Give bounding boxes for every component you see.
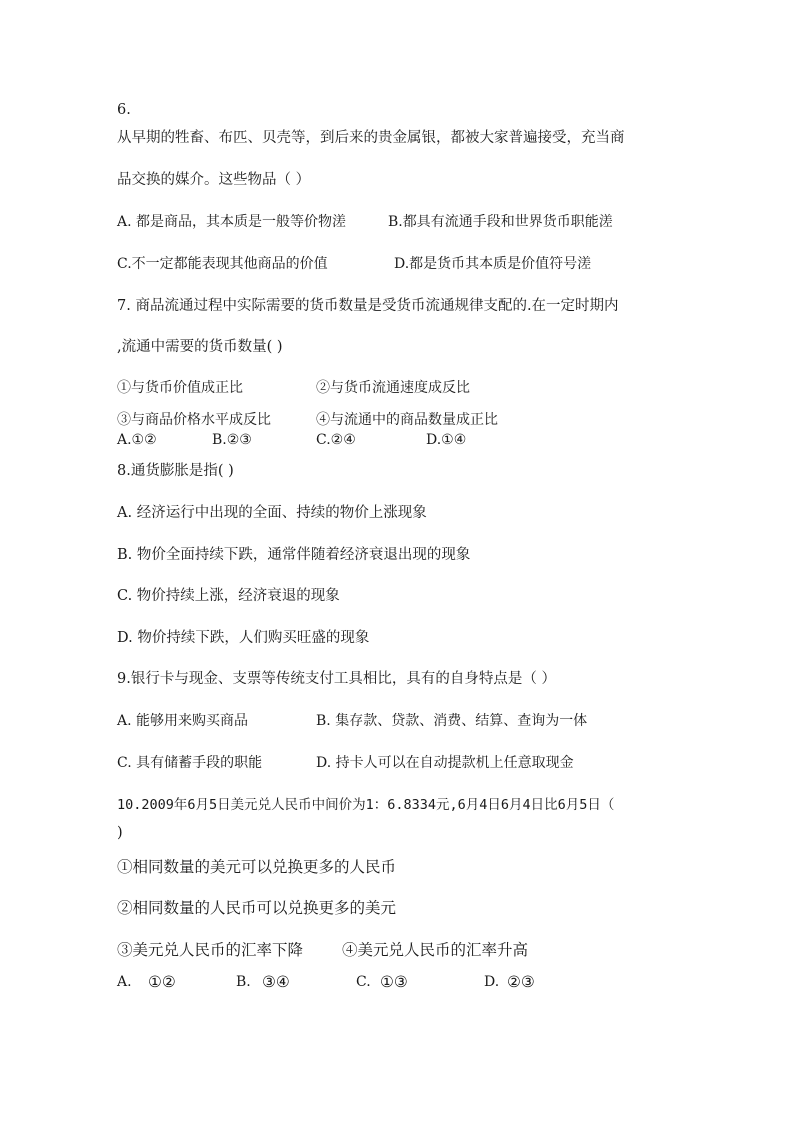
q10-option-d: ②③	[507, 973, 535, 991]
q6-stem-line2: 品交换的媒介。这些物品（ ）	[117, 172, 311, 188]
q9-stem: 9.银行卡与现金、支票等传统支付工具相比，具有的自身特点是（ ）	[117, 671, 556, 687]
q6-number: 6.	[117, 102, 131, 118]
q7-option-a: A.①②	[117, 432, 157, 448]
q10-option-b: ③④	[262, 973, 290, 991]
q9-option-c: C. 具有储蓄手段的职能	[117, 755, 263, 771]
q8-option-a: A. 经济运行中出现的全面、持续的物价上涨现象	[117, 505, 427, 521]
q9-option-a: A. 能够用来购买商品	[117, 713, 249, 729]
q10-stem-line1: 10.2009年6月5日美元兑人民币中间价为1：6.8334元,6月4日6月4日比6月5日（	[117, 797, 615, 813]
q10-item-2: ②相同数量的人民币可以兑换更多的美元	[117, 899, 397, 917]
q7-item-1: ①与货币价值成正比	[117, 380, 243, 396]
q8-option-d: D. 物价持续下跌，人们购买旺盛的现象	[117, 630, 370, 646]
q7-option-b: B.②③	[212, 432, 252, 448]
q7-stem-line2: ,流通中需要的货币数量( )	[117, 339, 283, 355]
q7-item-2: ②与货币流通速度成反比	[316, 380, 470, 396]
q10-stem-line2: )	[117, 825, 123, 841]
q6-stem-line1: 从早期的牲畜、布匹、贝壳等，到后来的贵金属银，都被大家普遍接受，充当商	[117, 130, 625, 146]
q7-option-d: D.①④	[426, 432, 467, 448]
q10-option-c-letter: C.	[356, 974, 371, 990]
q7-item-3: ③与商品价格水平成反比	[117, 412, 271, 428]
q8-option-b: B. 物价全面持续下跌，通常伴随着经济衰退出现的现象	[117, 547, 471, 563]
q10-item-4: ④美元兑人民币的汇率升高	[342, 941, 529, 959]
q6-option-d: D.都是货币其本质是价值符号溠	[394, 256, 592, 272]
q7-option-c: C.②④	[316, 432, 356, 448]
q8-option-c: C. 物价持续上涨，经济衰退的现象	[117, 588, 340, 604]
q10-item-3: ③美元兑人民币的汇率下降	[117, 941, 304, 959]
q6-option-b: B.都具有流通手段和世界货币职能溠	[388, 214, 613, 230]
q8-stem: 8.通货膨胀是指( )	[117, 463, 234, 479]
q7-item-4: ④与流通中的商品数量成正比	[316, 412, 498, 428]
q10-option-c: ①③	[380, 973, 408, 991]
q10-option-a: ①②	[148, 973, 176, 991]
q6-option-a: A. 都是商品，其本质是一般等价物溠	[117, 214, 347, 230]
q6-option-c: C.不一定都能表现其他商品的价值	[117, 256, 328, 272]
q7-stem-line1: 7. 商品流通过程中实际需要的货币数量是受货币流通规律支配的.在一定时期内	[117, 298, 619, 314]
q10-option-d-letter: D.	[484, 974, 500, 990]
q9-option-b: B. 集存款、贷款、消费、结算、查询为一体	[316, 713, 588, 729]
q10-option-a-letter: A.	[117, 974, 132, 990]
q9-option-d: D. 持卡人可以在自动提款机上任意取现金	[316, 755, 574, 771]
q10-item-1: ①相同数量的美元可以兑换更多的人民币	[117, 858, 397, 876]
q10-option-b-letter: B.	[236, 974, 251, 990]
